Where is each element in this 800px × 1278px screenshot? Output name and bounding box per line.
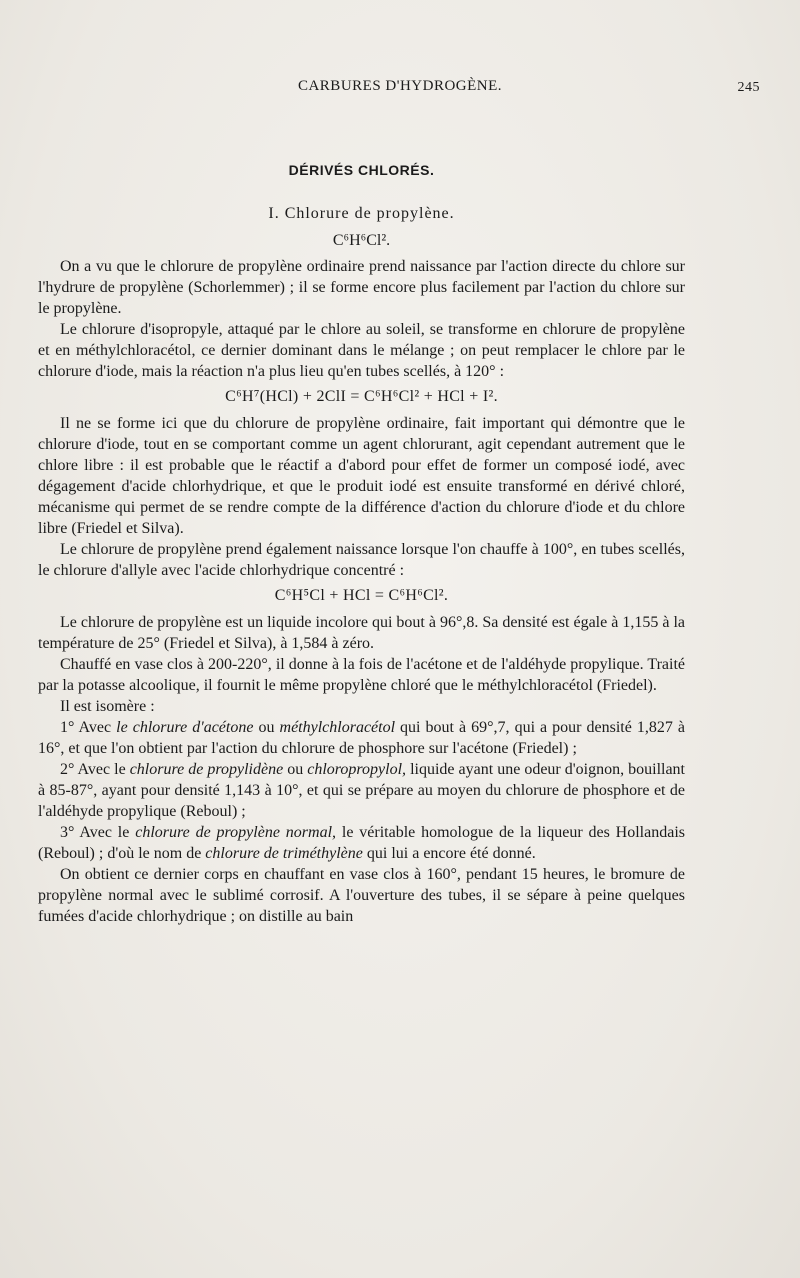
- paragraph-isomer-2: 2° Avec le chlorure de propylidène ou chloropropylol, liquide ayant une odeur d'oignon, bouillant à 85-87°, ayant pour densité 1,143 à 10°, et qui se prépare au moyen du chlorure de phosphore et de l'aldéhyde propylique (Reboul) ;: [38, 761, 686, 820]
- term-chloropropylol: chloropropylol,: [307, 761, 407, 778]
- equation-iodine-chloride: C⁶H⁷(HCl) + 2ClI = C⁶H⁶Cl² + HCl + I².: [225, 388, 498, 405]
- term-methylchloracetol: méthylchloracétol: [279, 719, 396, 736]
- term-trimethylene-chloride: chlorure de triméthylène: [205, 845, 363, 862]
- paragraph-allyl: Le chlorure de propylène prend également naissance lorsque l'on chauffe à 100°, en tubes scellés, le chlorure d'allyle avec l'acide chlorhydrique concentré :: [38, 541, 685, 579]
- paragraph-mechanism: Il ne se forme ici que du chlorure de propylène ordinaire, fait important qui démontre que le chlorure d'iode, tout en se comportant comme un agent chlorurant, agit cependant autrement que le chlore libre : il est probable que le réactif a d'abord pour effet de former un composé iodé, avec dégagement d'acide chlorhydrique, et que le produit iodé est ensuite transformé en dérivé chloré, mécanisme qui permet de se rendre compte de la différence d'action du chlorure d'iode et du chlore libre (Friedel et Silva).: [38, 415, 685, 537]
- term-normal-propylene-chloride: chlorure de propylène normal,: [135, 824, 337, 841]
- paragraph-isomer-1: 1° Avec le chlorure d'acétone ou méthylchloracétol qui bout à 69°,7, qui a pour densité 1,827 à 16°, et que l'on obtient par l'action du chlorure de phosphore sur l'acétone (Friedel) ;: [38, 719, 686, 757]
- chapter-title: I. Chlorure de propylène.: [268, 205, 455, 222]
- paragraph-properties: Le chlorure de propylène est un liquide incolore qui bout à 96°,8. Sa densité est égale à 1,155 à la température de 25° (Friedel et Silva), à 1,584 à zéro.: [38, 614, 685, 652]
- term-acetone-chloride: le chlorure d'acétone: [116, 719, 254, 736]
- paragraph-preparation: On obtient ce dernier corps en chauffant en vase clos à 160°, pendant 15 heures, le bromure de propylène normal avec le sublimé corrosif. A l'ouverture des tubes, il se sépare à peine quelques fumées d'acide chlorhydrique ; on distille au bain: [38, 866, 685, 925]
- paragraph-isomer-intro: Il est isomère :: [60, 698, 155, 715]
- paragraph-isomer-3: 3° Avec le chlorure de propylène normal, le véritable homologue de la liqueur des Hollandais (Reboul) ; d'où le nom de chlorure de triméthylène qui lui a encore été donné.: [38, 824, 686, 862]
- paragraph-origin: On a vu que le chlorure de propylène ordinaire prend naissance par l'action directe du chlore sur l'hydrure de propylène (Schorlemmer) ; il se forme encore plus facilement par l'action du chlore sur le propylène.: [38, 258, 685, 317]
- section-title: DÉRIVÉS CHLORÉS.: [288, 162, 435, 178]
- paragraph-heating: Chauffé en vase clos à 200-220°, il donne à la fois de l'acétone et de l'aldéhyde propylique. Traité par la potasse alcoolique, il fournit le même propylène chloré que le méthylchloracétol (Friedel).: [38, 656, 685, 694]
- equation-allyl: C⁶H⁵Cl + HCl = C⁶H⁶Cl².: [274, 587, 449, 604]
- page-number: 245: [737, 80, 760, 95]
- page-body: [38, 150, 685, 927]
- paragraph-isopropyl: Le chlorure d'isopropyle, attaqué par le chlore au soleil, se transforme en chlorure de propylène et en méthylchloracétol, ce dernier dominant dans le mélange ; on peut remplacer le chlore par le chlorure d'iode, mais la réaction n'a plus lieu qu'en tubes scellés, à 120° :: [38, 321, 685, 380]
- chapter-formula: C⁶H⁶Cl².: [332, 232, 391, 249]
- running-head: [40, 78, 760, 102]
- term-propylidene-chloride: chlorure de propylidène: [129, 761, 284, 778]
- running-title: CARBURES D'HYDROGÈNE.: [297, 78, 503, 94]
